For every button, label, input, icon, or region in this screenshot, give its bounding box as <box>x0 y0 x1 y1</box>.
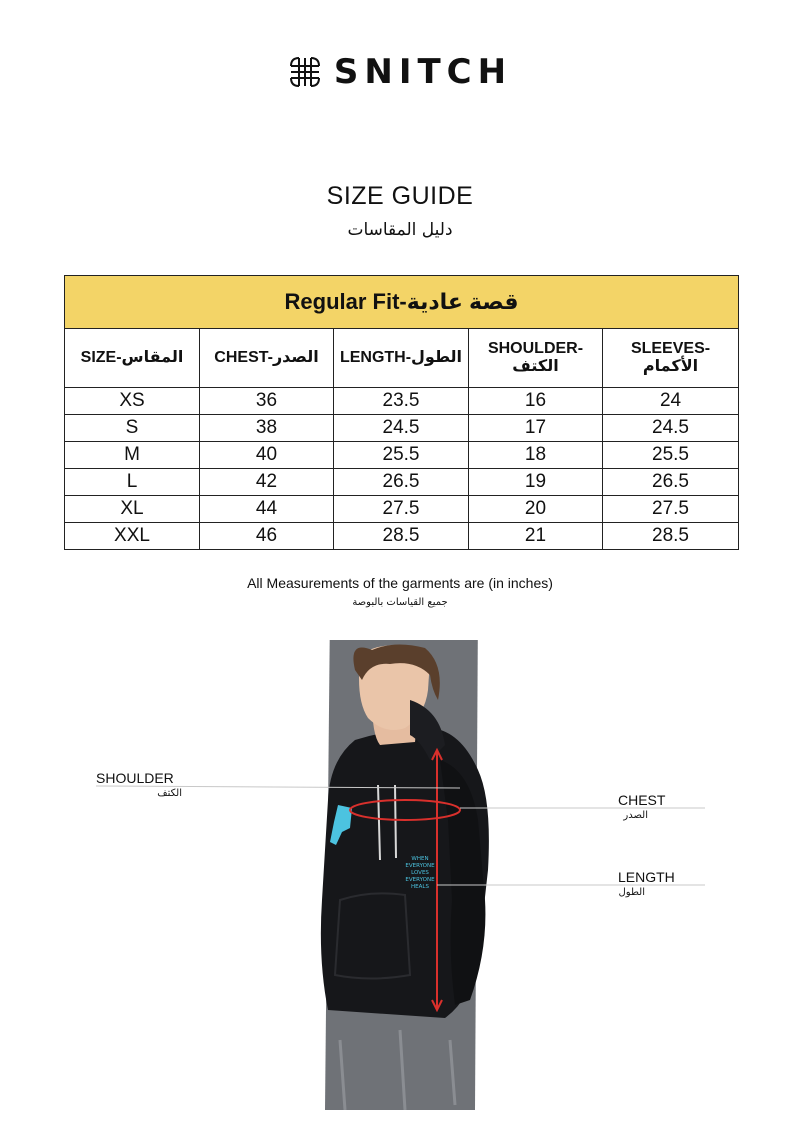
table-cell: 24.5 <box>334 415 469 442</box>
table-cell: 36 <box>200 388 334 415</box>
column-header-en: CHEST- <box>214 349 273 366</box>
table-cell: 46 <box>200 523 334 550</box>
length-label <box>618 869 675 901</box>
fit-label: Regular Fit-قصة عادية <box>65 276 739 329</box>
table-cell: 20 <box>469 496 603 523</box>
column-header <box>603 329 739 388</box>
print-line: EVERYONE <box>405 863 435 869</box>
print-line: LOVES <box>411 870 429 876</box>
table-cell: 26.5 <box>603 469 739 496</box>
column-header-en: SIZE- <box>80 349 122 366</box>
table-cell: 26.5 <box>334 469 469 496</box>
column-header-en: SHOULDER- <box>487 340 584 357</box>
table-cell: 38 <box>200 415 334 442</box>
table-cell: 24 <box>603 388 739 415</box>
column-header-ar: الصدر <box>272 349 319 366</box>
column-header-ar: المقاس <box>121 349 184 366</box>
shoulder-label-ar: الكتف <box>157 788 182 799</box>
table-cell: 17 <box>469 415 603 442</box>
table-cell: 40 <box>200 442 334 469</box>
table-cell: M <box>65 442 200 469</box>
table-cell: S <box>65 415 200 442</box>
page-title-arabic: دليل المقاسات <box>347 220 453 240</box>
column-header-en: SLEEVES- <box>630 340 711 357</box>
table-cell: 16 <box>469 388 603 415</box>
table-cell: 28.5 <box>334 523 469 550</box>
table-cell: 21 <box>469 523 603 550</box>
brand-header <box>0 52 800 92</box>
column-header-en: LENGTH- <box>339 349 412 366</box>
column-header <box>65 329 200 388</box>
column-header-ar: الطول <box>411 349 463 366</box>
chest-label <box>618 792 665 824</box>
length-label-ar: الطول <box>618 887 645 898</box>
page-title: SIZE GUIDE <box>326 182 474 210</box>
table-row <box>65 469 739 496</box>
model-figure <box>0 640 800 1110</box>
table-row <box>65 388 739 415</box>
table-cell: 25.5 <box>603 442 739 469</box>
table-cell: L <box>65 469 200 496</box>
table-cell: 18 <box>469 442 603 469</box>
table-cell: XL <box>65 496 200 523</box>
table-row <box>65 442 739 469</box>
column-header <box>334 329 469 388</box>
column-header-ar: الكتف <box>512 358 559 375</box>
measurement-note: All Measurements of the garments are (in inches) <box>247 575 553 591</box>
table-cell: 44 <box>200 496 334 523</box>
table-cell: 28.5 <box>603 523 739 550</box>
print-line: HEALS <box>411 884 429 890</box>
table-cell: 27.5 <box>603 496 739 523</box>
chest-label-en: CHEST <box>618 792 666 808</box>
table-cell: 25.5 <box>334 442 469 469</box>
table-row <box>65 415 739 442</box>
table-cell: 23.5 <box>334 388 469 415</box>
shoulder-label-en: SHOULDER <box>96 770 174 786</box>
table-cell: 42 <box>200 469 334 496</box>
column-header-ar: الأكمام <box>642 358 699 375</box>
column-header <box>469 329 603 388</box>
table-row <box>65 523 739 550</box>
hash-grid-logo-icon <box>288 55 322 89</box>
measurement-note-arabic: جميع القياسات بالبوصة <box>352 597 448 608</box>
chest-label-ar: الصدر <box>623 810 648 821</box>
brand-name: SNITCH <box>333 52 513 92</box>
table-row <box>65 496 739 523</box>
print-line: EVERYONE <box>405 877 435 883</box>
print-line: WHEN <box>411 856 429 862</box>
table-cell: 19 <box>469 469 603 496</box>
table-cell: XS <box>65 388 200 415</box>
column-header <box>200 329 334 388</box>
table-cell: 27.5 <box>334 496 469 523</box>
table-cell: XXL <box>65 523 200 550</box>
shoulder-label <box>96 770 182 802</box>
table-cell: 24.5 <box>603 415 739 442</box>
size-table <box>64 275 739 550</box>
length-label-en: LENGTH <box>618 869 675 885</box>
